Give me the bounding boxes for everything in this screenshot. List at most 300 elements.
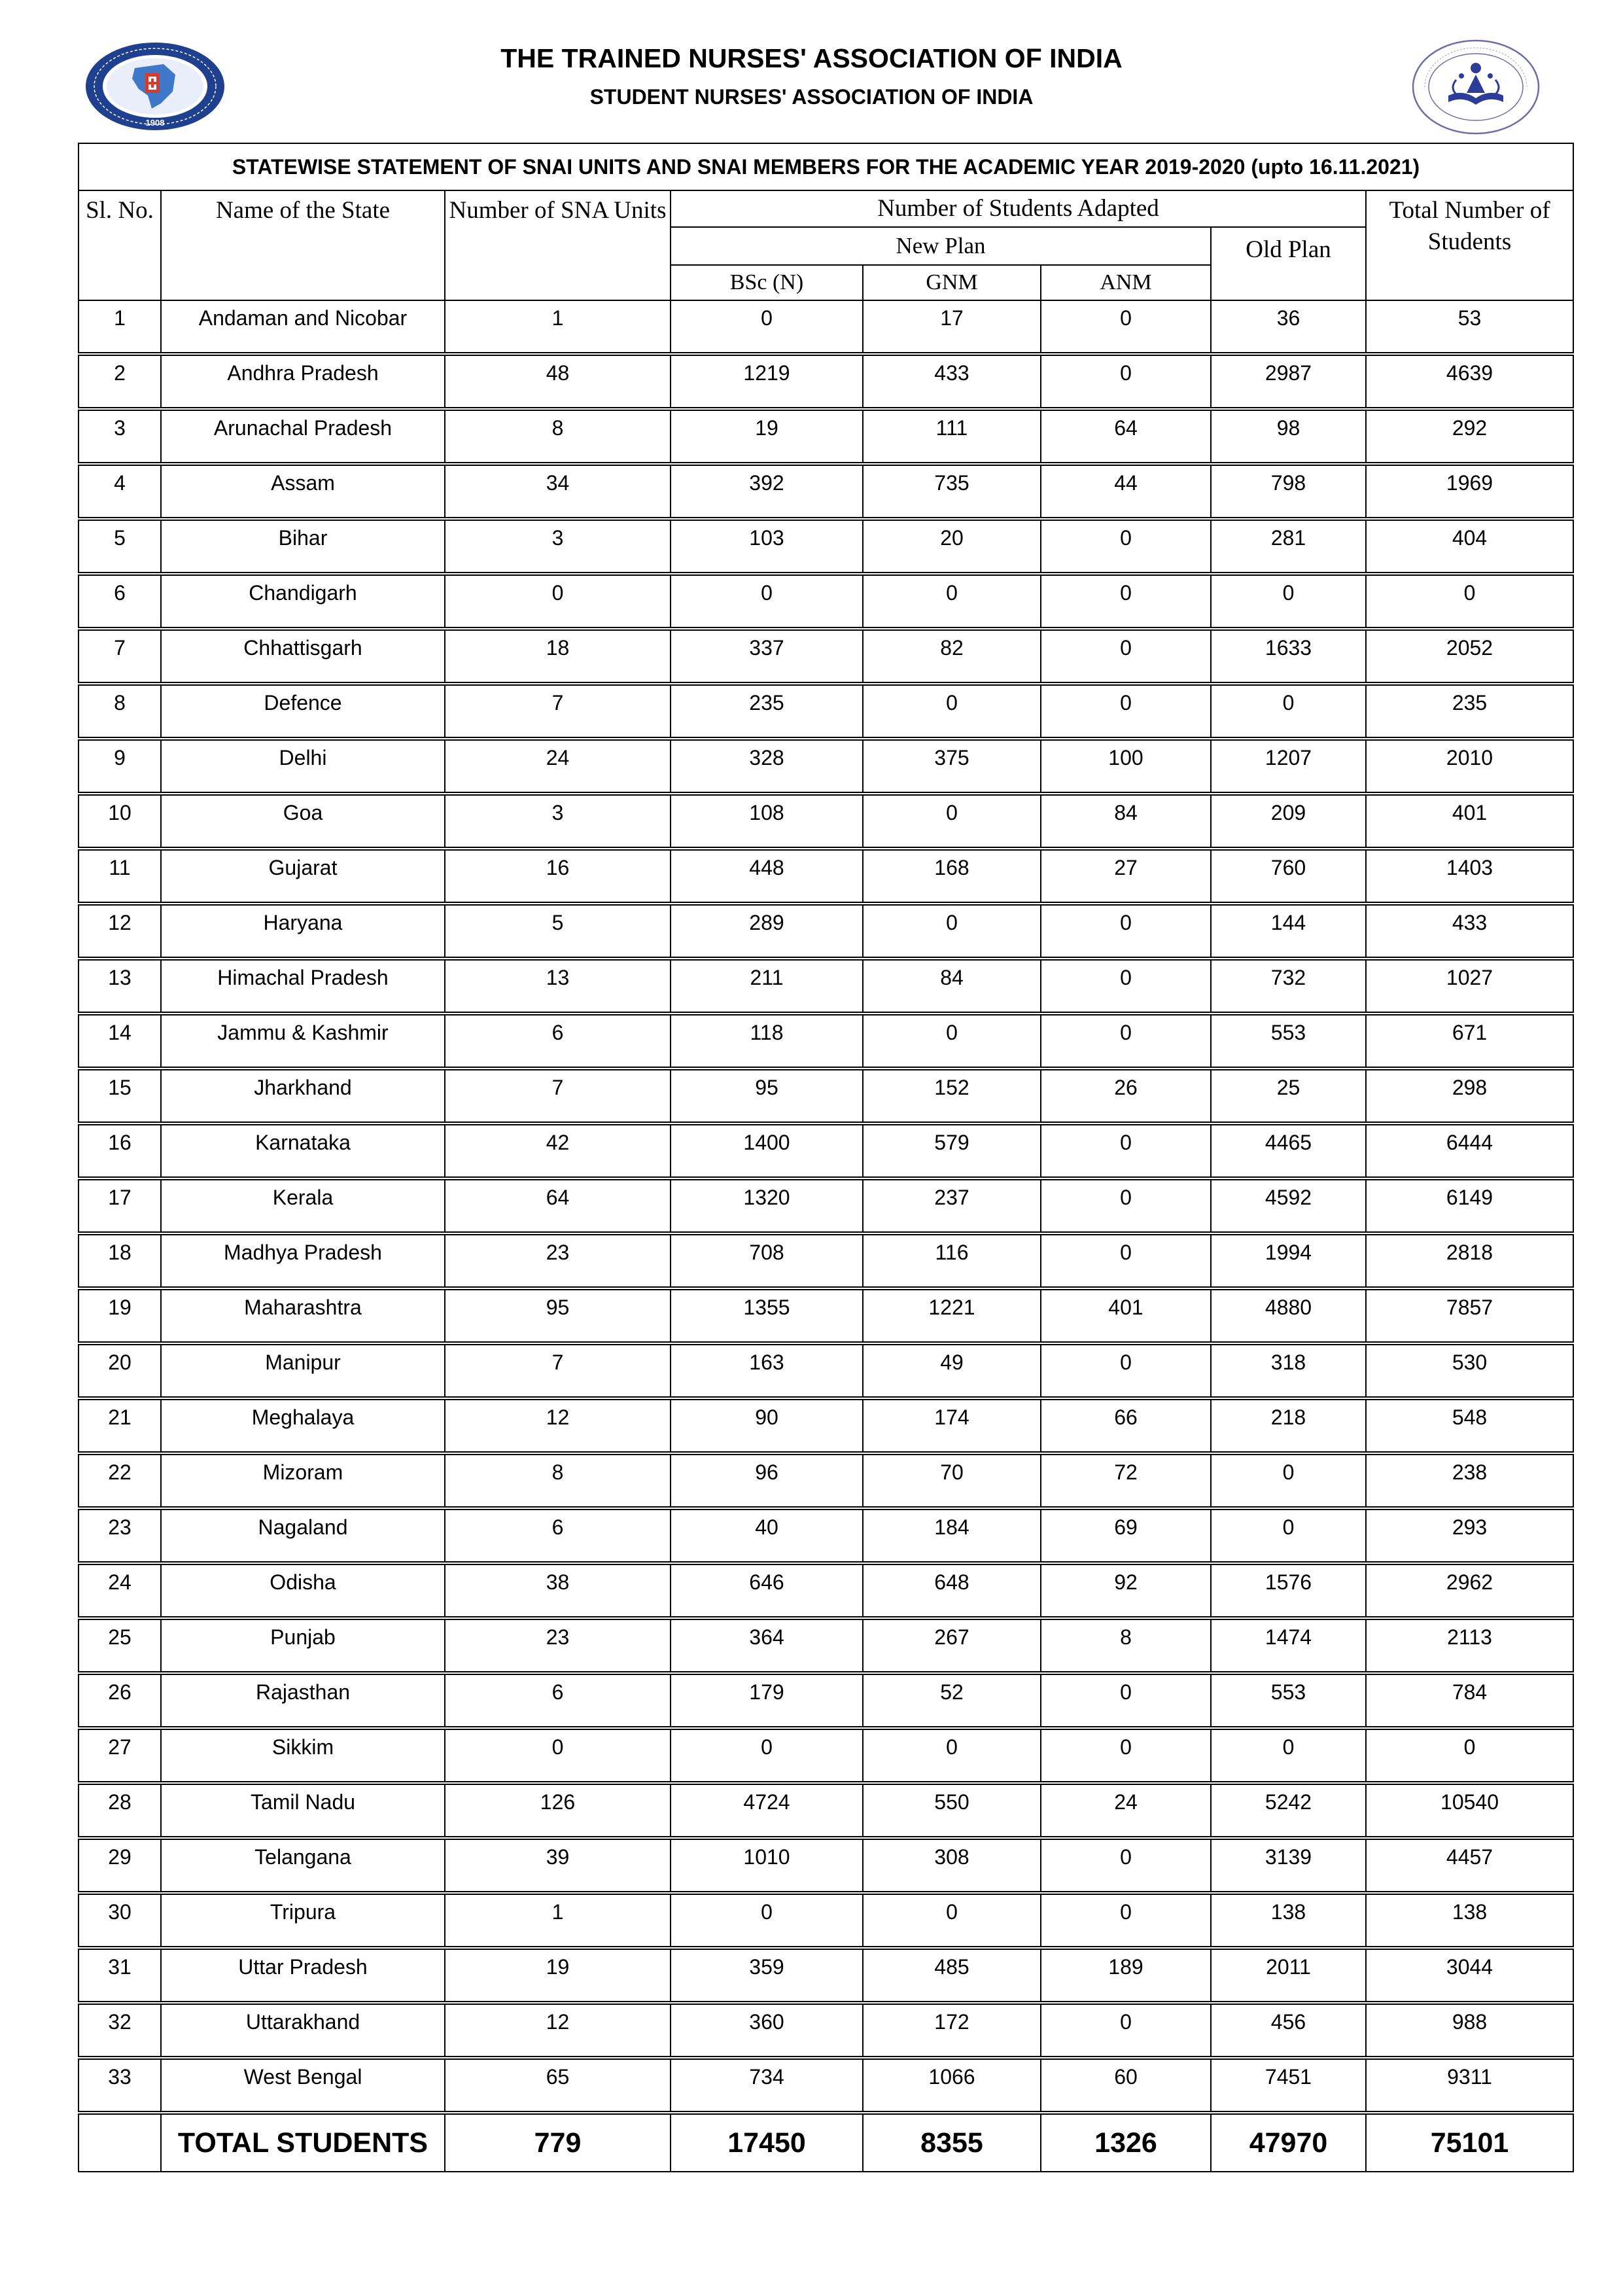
cell-anm: 189 xyxy=(1041,1948,1211,2003)
cell-sl-no: 26 xyxy=(79,1673,161,1728)
cell-bsc: 289 xyxy=(671,904,863,959)
cell-state: Punjab xyxy=(161,1618,445,1673)
cell-old-plan: 0 xyxy=(1211,1508,1366,1563)
cell-units: 6 xyxy=(445,1508,671,1563)
cell-bsc: 96 xyxy=(671,1453,863,1508)
cell-sl-no: 31 xyxy=(79,1948,161,2003)
cell-gnm: 485 xyxy=(863,1948,1041,2003)
header-total: Total Number of Students xyxy=(1366,190,1573,300)
cell-state: Jammu & Kashmir xyxy=(161,1014,445,1069)
cell-state: Maharashtra xyxy=(161,1288,445,1343)
cell-units: 12 xyxy=(445,1398,671,1453)
cell-gnm: 70 xyxy=(863,1453,1041,1508)
cell-total: 0 xyxy=(1366,574,1573,629)
cell-total: 1027 xyxy=(1366,959,1573,1014)
cell-gnm: 375 xyxy=(863,739,1041,794)
cell-bsc: 1355 xyxy=(671,1288,863,1343)
cell-gnm: 579 xyxy=(863,1123,1041,1178)
cell-units: 3 xyxy=(445,794,671,849)
header-bsc: BSc (N) xyxy=(671,265,863,300)
cell-total: 1403 xyxy=(1366,849,1573,904)
cell-anm: 0 xyxy=(1041,1893,1211,1948)
cell-old-plan: 318 xyxy=(1211,1343,1366,1398)
header-students-adapted: Number of Students Adapted xyxy=(671,190,1366,227)
cell-anm: 0 xyxy=(1041,1123,1211,1178)
cell-sl-no: 14 xyxy=(79,1014,161,1069)
cell-total: 548 xyxy=(1366,1398,1573,1453)
cell-total: 6149 xyxy=(1366,1178,1573,1233)
cell-old-plan: 760 xyxy=(1211,849,1366,904)
cell-old-plan: 4880 xyxy=(1211,1288,1366,1343)
table-row xyxy=(79,1893,1573,1948)
cell-anm: 0 xyxy=(1041,354,1211,409)
table-row xyxy=(79,1673,1573,1728)
cell-sl-no: 20 xyxy=(79,1343,161,1398)
cell-sl-no: 6 xyxy=(79,574,161,629)
cell-units: 7 xyxy=(445,1343,671,1398)
cell-gnm: 20 xyxy=(863,519,1041,574)
svg-text:1908: 1908 xyxy=(145,118,165,128)
cell-total: 53 xyxy=(1366,300,1573,354)
cell-state: Andhra Pradesh xyxy=(161,354,445,409)
cell-total: 6444 xyxy=(1366,1123,1573,1178)
cell-state: Andaman and Nicobar xyxy=(161,300,445,354)
totals-row xyxy=(79,2113,1573,2172)
cell-units: 48 xyxy=(445,354,671,409)
cell-gnm: 735 xyxy=(863,464,1041,519)
cell-state: Bihar xyxy=(161,519,445,574)
cell-sl-no: 1 xyxy=(79,300,161,354)
cell-anm: 0 xyxy=(1041,519,1211,574)
cell-old-plan: 98 xyxy=(1211,409,1366,464)
cell-bsc: 1010 xyxy=(671,1838,863,1893)
cell-old-plan: 144 xyxy=(1211,904,1366,959)
cell-bsc: 359 xyxy=(671,1948,863,2003)
cell-anm: 0 xyxy=(1041,684,1211,739)
cell-gnm: 168 xyxy=(863,849,1041,904)
cell-gnm: 0 xyxy=(863,684,1041,739)
cell-bsc: 19 xyxy=(671,409,863,464)
cell-gnm: 116 xyxy=(863,1233,1041,1288)
table-row xyxy=(79,1069,1573,1123)
totals-sl-cell xyxy=(79,2113,161,2172)
cell-gnm: 0 xyxy=(863,794,1041,849)
cell-gnm: 0 xyxy=(863,1014,1041,1069)
cell-sl-no: 33 xyxy=(79,2058,161,2113)
cell-state: Madhya Pradesh xyxy=(161,1233,445,1288)
cell-total: 1969 xyxy=(1366,464,1573,519)
cell-sl-no: 21 xyxy=(79,1398,161,1453)
cell-sl-no: 13 xyxy=(79,959,161,1014)
cell-bsc: 364 xyxy=(671,1618,863,1673)
cell-anm: 0 xyxy=(1041,1838,1211,1893)
header-units: Number of SNA Units xyxy=(445,190,671,300)
cell-state: Gujarat xyxy=(161,849,445,904)
cell-anm: 0 xyxy=(1041,574,1211,629)
cell-old-plan: 4592 xyxy=(1211,1178,1366,1233)
cell-old-plan: 36 xyxy=(1211,300,1366,354)
cell-bsc: 328 xyxy=(671,739,863,794)
cell-gnm: 1066 xyxy=(863,2058,1041,2113)
cell-total: 2962 xyxy=(1366,1563,1573,1618)
cell-gnm: 17 xyxy=(863,300,1041,354)
cell-bsc: 103 xyxy=(671,519,863,574)
cell-anm: 60 xyxy=(1041,2058,1211,2113)
cell-old-plan: 1633 xyxy=(1211,629,1366,684)
snai-emblem-icon xyxy=(1410,38,1541,136)
cell-anm: 0 xyxy=(1041,2003,1211,2058)
cell-sl-no: 18 xyxy=(79,1233,161,1288)
cell-anm: 0 xyxy=(1041,1343,1211,1398)
cell-anm: 26 xyxy=(1041,1069,1211,1123)
cell-anm: 27 xyxy=(1041,849,1211,904)
table-row xyxy=(79,354,1573,409)
cell-old-plan: 553 xyxy=(1211,1673,1366,1728)
cell-units: 0 xyxy=(445,1728,671,1783)
cell-old-plan: 732 xyxy=(1211,959,1366,1014)
table-row xyxy=(79,1948,1573,2003)
cell-gnm: 152 xyxy=(863,1069,1041,1123)
cell-old-plan: 553 xyxy=(1211,1014,1366,1069)
cell-bsc: 360 xyxy=(671,2003,863,2058)
cell-total: 2818 xyxy=(1366,1233,1573,1288)
cell-sl-no: 8 xyxy=(79,684,161,739)
cell-old-plan: 1994 xyxy=(1211,1233,1366,1288)
table-row xyxy=(79,1014,1573,1069)
cell-units: 8 xyxy=(445,409,671,464)
cell-state: Kerala xyxy=(161,1178,445,1233)
cell-gnm: 174 xyxy=(863,1398,1041,1453)
table-row xyxy=(79,464,1573,519)
cell-sl-no: 7 xyxy=(79,629,161,684)
cell-bsc: 1320 xyxy=(671,1178,863,1233)
table-row xyxy=(79,1453,1573,1508)
cell-old-plan: 218 xyxy=(1211,1398,1366,1453)
cell-sl-no: 12 xyxy=(79,904,161,959)
cell-total: 2010 xyxy=(1366,739,1573,794)
cell-gnm: 0 xyxy=(863,904,1041,959)
cell-anm: 0 xyxy=(1041,300,1211,354)
cell-total: 238 xyxy=(1366,1453,1573,1508)
cell-old-plan: 1576 xyxy=(1211,1563,1366,1618)
cell-state: Tamil Nadu xyxy=(161,1783,445,1838)
cell-units: 39 xyxy=(445,1838,671,1893)
table-row xyxy=(79,849,1573,904)
table-row xyxy=(79,1288,1573,1343)
cell-sl-no: 9 xyxy=(79,739,161,794)
cell-units: 64 xyxy=(445,1178,671,1233)
totals-old-plan: 47970 xyxy=(1211,2113,1366,2172)
cell-state: Telangana xyxy=(161,1838,445,1893)
cell-sl-no: 3 xyxy=(79,409,161,464)
cell-total: 0 xyxy=(1366,1728,1573,1783)
cell-total: 404 xyxy=(1366,519,1573,574)
cell-total: 293 xyxy=(1366,1508,1573,1563)
cell-old-plan: 3139 xyxy=(1211,1838,1366,1893)
table-row xyxy=(79,2058,1573,2113)
cell-anm: 72 xyxy=(1041,1453,1211,1508)
table-row xyxy=(79,1728,1573,1783)
cell-state: Uttar Pradesh xyxy=(161,1948,445,2003)
cell-old-plan: 1474 xyxy=(1211,1618,1366,1673)
cell-state: Arunachal Pradesh xyxy=(161,409,445,464)
cell-gnm: 82 xyxy=(863,629,1041,684)
header-anm: ANM xyxy=(1041,265,1211,300)
cell-gnm: 308 xyxy=(863,1838,1041,1893)
cell-sl-no: 27 xyxy=(79,1728,161,1783)
cell-old-plan: 2011 xyxy=(1211,1948,1366,2003)
cell-gnm: 267 xyxy=(863,1618,1041,1673)
cell-state: Rajasthan xyxy=(161,1673,445,1728)
cell-gnm: 0 xyxy=(863,1728,1041,1783)
cell-state: Uttarakhand xyxy=(161,2003,445,2058)
header-sl-no: Sl. No. xyxy=(79,190,161,300)
cell-anm: 44 xyxy=(1041,464,1211,519)
cell-gnm: 52 xyxy=(863,1673,1041,1728)
cell-anm: 0 xyxy=(1041,1233,1211,1288)
cell-bsc: 95 xyxy=(671,1069,863,1123)
cell-units: 18 xyxy=(445,629,671,684)
cell-bsc: 0 xyxy=(671,300,863,354)
cell-sl-no: 28 xyxy=(79,1783,161,1838)
cell-bsc: 163 xyxy=(671,1343,863,1398)
totals-label: TOTAL STUDENTS xyxy=(161,2113,445,2172)
table-row xyxy=(79,684,1573,739)
cell-old-plan: 798 xyxy=(1211,464,1366,519)
table-row xyxy=(79,1233,1573,1288)
cell-total: 433 xyxy=(1366,904,1573,959)
cell-old-plan: 281 xyxy=(1211,519,1366,574)
cell-anm: 84 xyxy=(1041,794,1211,849)
cell-sl-no: 29 xyxy=(79,1838,161,1893)
cell-state: Tripura xyxy=(161,1893,445,1948)
cell-old-plan: 0 xyxy=(1211,1728,1366,1783)
cell-bsc: 0 xyxy=(671,574,863,629)
cell-sl-no: 30 xyxy=(79,1893,161,1948)
cell-units: 23 xyxy=(445,1233,671,1288)
totals-units: 779 xyxy=(445,2113,671,2172)
cell-sl-no: 4 xyxy=(79,464,161,519)
cell-total: 7857 xyxy=(1366,1288,1573,1343)
table-body xyxy=(79,300,1573,2113)
cell-anm: 92 xyxy=(1041,1563,1211,1618)
cell-sl-no: 2 xyxy=(79,354,161,409)
cell-state: Defence xyxy=(161,684,445,739)
totals-gnm: 8355 xyxy=(863,2113,1041,2172)
table-row xyxy=(79,1508,1573,1563)
cell-bsc: 211 xyxy=(671,959,863,1014)
cell-gnm: 648 xyxy=(863,1563,1041,1618)
header-new-plan: New Plan xyxy=(671,227,1211,265)
cell-bsc: 40 xyxy=(671,1508,863,1563)
cell-total: 292 xyxy=(1366,409,1573,464)
cell-anm: 100 xyxy=(1041,739,1211,794)
cell-bsc: 235 xyxy=(671,684,863,739)
cell-state: Chandigarh xyxy=(161,574,445,629)
cell-state: Jharkhand xyxy=(161,1069,445,1123)
cell-units: 1 xyxy=(445,1893,671,1948)
cell-total: 2113 xyxy=(1366,1618,1573,1673)
cell-sl-no: 23 xyxy=(79,1508,161,1563)
cell-total: 10540 xyxy=(1366,1783,1573,1838)
cell-units: 38 xyxy=(445,1563,671,1618)
cell-state: Odisha xyxy=(161,1563,445,1618)
cell-gnm: 172 xyxy=(863,2003,1041,2058)
cell-anm: 69 xyxy=(1041,1508,1211,1563)
cell-old-plan: 1207 xyxy=(1211,739,1366,794)
cell-old-plan: 7451 xyxy=(1211,2058,1366,2113)
cell-state: Mizoram xyxy=(161,1453,445,1508)
cell-sl-no: 17 xyxy=(79,1178,161,1233)
cell-state: Karnataka xyxy=(161,1123,445,1178)
snai-emblem-logo xyxy=(1410,38,1541,136)
cell-gnm: 1221 xyxy=(863,1288,1041,1343)
cell-old-plan: 138 xyxy=(1211,1893,1366,1948)
cell-state: Meghalaya xyxy=(161,1398,445,1453)
table-row xyxy=(79,739,1573,794)
header-gnm: GNM xyxy=(863,265,1041,300)
cell-sl-no: 25 xyxy=(79,1618,161,1673)
cell-units: 7 xyxy=(445,1069,671,1123)
cell-units: 126 xyxy=(445,1783,671,1838)
cell-units: 7 xyxy=(445,684,671,739)
cell-total: 3044 xyxy=(1366,1948,1573,2003)
cell-units: 0 xyxy=(445,574,671,629)
totals-anm: 1326 xyxy=(1041,2113,1211,2172)
cell-sl-no: 24 xyxy=(79,1563,161,1618)
cell-gnm: 0 xyxy=(863,574,1041,629)
table-row xyxy=(79,629,1573,684)
cell-units: 34 xyxy=(445,464,671,519)
cell-sl-no: 19 xyxy=(79,1288,161,1343)
cell-units: 95 xyxy=(445,1288,671,1343)
cell-gnm: 111 xyxy=(863,409,1041,464)
cell-gnm: 84 xyxy=(863,959,1041,1014)
cell-anm: 0 xyxy=(1041,1728,1211,1783)
org-subtitle: STUDENT NURSES' ASSOCIATION OF INDIA xyxy=(589,85,1034,109)
cell-old-plan: 2987 xyxy=(1211,354,1366,409)
table-caption: STATEWISE STATEMENT OF SNAI UNITS AND SNAI MEMBERS FOR THE ACADEMIC YEAR 2019-2020 (upto 16.11.2021) xyxy=(79,143,1573,190)
cell-bsc: 337 xyxy=(671,629,863,684)
cell-anm: 66 xyxy=(1041,1398,1211,1453)
cell-old-plan: 0 xyxy=(1211,684,1366,739)
cell-sl-no: 15 xyxy=(79,1069,161,1123)
cell-state: Haryana xyxy=(161,904,445,959)
cell-total: 784 xyxy=(1366,1673,1573,1728)
cell-bsc: 1400 xyxy=(671,1123,863,1178)
cell-bsc: 118 xyxy=(671,1014,863,1069)
cell-sl-no: 16 xyxy=(79,1123,161,1178)
cell-bsc: 0 xyxy=(671,1728,863,1783)
cell-sl-no: 10 xyxy=(79,794,161,849)
table-row xyxy=(79,409,1573,464)
table-row xyxy=(79,1343,1573,1398)
cell-units: 23 xyxy=(445,1618,671,1673)
cell-old-plan: 456 xyxy=(1211,2003,1366,2058)
cell-sl-no: 32 xyxy=(79,2003,161,2058)
cell-state: West Bengal xyxy=(161,2058,445,2113)
cell-old-plan: 0 xyxy=(1211,1453,1366,1508)
cell-units: 6 xyxy=(445,1673,671,1728)
cell-old-plan: 209 xyxy=(1211,794,1366,849)
cell-state: Nagaland xyxy=(161,1508,445,1563)
cell-total: 4639 xyxy=(1366,354,1573,409)
cell-state: Himachal Pradesh xyxy=(161,959,445,1014)
cell-units: 6 xyxy=(445,1014,671,1069)
table-row xyxy=(79,1563,1573,1618)
cell-total: 988 xyxy=(1366,2003,1573,2058)
cell-units: 12 xyxy=(445,2003,671,2058)
cell-state: Manipur xyxy=(161,1343,445,1398)
table-row xyxy=(79,519,1573,574)
cell-anm: 401 xyxy=(1041,1288,1211,1343)
header-old-plan: Old Plan xyxy=(1211,227,1366,300)
table-row xyxy=(79,300,1573,354)
cell-bsc: 646 xyxy=(671,1563,863,1618)
cell-state: Delhi xyxy=(161,739,445,794)
table-row xyxy=(79,1123,1573,1178)
cell-anm: 0 xyxy=(1041,1673,1211,1728)
table-row xyxy=(79,1783,1573,1838)
cell-sl-no: 5 xyxy=(79,519,161,574)
cell-bsc: 4724 xyxy=(671,1783,863,1838)
cell-old-plan: 0 xyxy=(1211,574,1366,629)
cell-total: 235 xyxy=(1366,684,1573,739)
cell-units: 16 xyxy=(445,849,671,904)
header-state: Name of the State xyxy=(161,190,445,300)
cell-sl-no: 22 xyxy=(79,1453,161,1508)
cell-gnm: 184 xyxy=(863,1508,1041,1563)
cell-total: 671 xyxy=(1366,1014,1573,1069)
cell-units: 3 xyxy=(445,519,671,574)
cell-bsc: 179 xyxy=(671,1673,863,1728)
cell-anm: 64 xyxy=(1041,409,1211,464)
cell-anm: 8 xyxy=(1041,1618,1211,1673)
cell-units: 5 xyxy=(445,904,671,959)
cell-total: 138 xyxy=(1366,1893,1573,1948)
cell-anm: 24 xyxy=(1041,1783,1211,1838)
cell-units: 24 xyxy=(445,739,671,794)
cell-old-plan: 25 xyxy=(1211,1069,1366,1123)
cell-state: Chhattisgarh xyxy=(161,629,445,684)
totals-bsc: 17450 xyxy=(671,2113,863,2172)
cell-bsc: 0 xyxy=(671,1893,863,1948)
cell-total: 530 xyxy=(1366,1343,1573,1398)
table-row xyxy=(79,1618,1573,1673)
cell-sl-no: 11 xyxy=(79,849,161,904)
cell-old-plan: 4465 xyxy=(1211,1123,1366,1178)
cell-gnm: 237 xyxy=(863,1178,1041,1233)
cell-total: 9311 xyxy=(1366,2058,1573,2113)
cell-bsc: 448 xyxy=(671,849,863,904)
table-row xyxy=(79,1838,1573,1893)
cell-total: 401 xyxy=(1366,794,1573,849)
cell-bsc: 108 xyxy=(671,794,863,849)
cell-old-plan: 5242 xyxy=(1211,1783,1366,1838)
cell-gnm: 49 xyxy=(863,1343,1041,1398)
cell-anm: 0 xyxy=(1041,904,1211,959)
cell-units: 13 xyxy=(445,959,671,1014)
cell-units: 19 xyxy=(445,1948,671,2003)
table-row xyxy=(79,959,1573,1014)
cell-anm: 0 xyxy=(1041,1014,1211,1069)
cell-bsc: 1219 xyxy=(671,354,863,409)
cell-units: 42 xyxy=(445,1123,671,1178)
cell-state: Sikkim xyxy=(161,1728,445,1783)
cell-bsc: 392 xyxy=(671,464,863,519)
org-title: THE TRAINED NURSES' ASSOCIATION OF INDIA xyxy=(500,43,1123,73)
cell-total: 298 xyxy=(1366,1069,1573,1123)
